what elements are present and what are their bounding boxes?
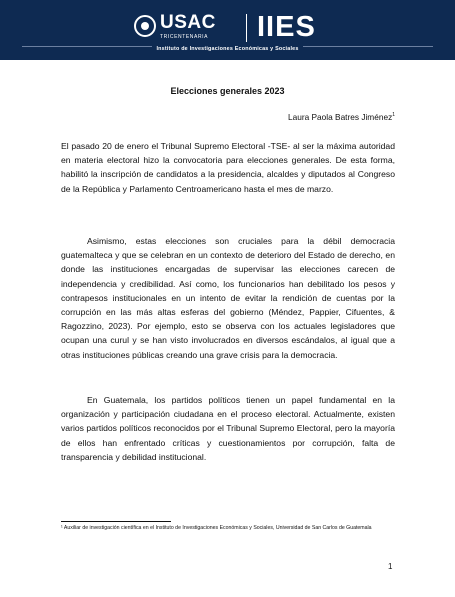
footnote-separator	[61, 521, 171, 522]
paragraph-3: En Guatemala, los partidos políticos tienen un papel fundamental en la organización y participación ciudadana en el proceso electoral. Actualmente, existen varios partidos políticos reconocidos por el Tribunal Supremo Electoral, pero la mayoría de ellos han enfrentado críticas y cuestionamientos por corrupción, falta de transparencia y debilidad institucional.	[61, 395, 395, 462]
logo-divider	[246, 14, 247, 42]
usac-logo	[134, 13, 244, 45]
institute-name	[0, 46, 455, 52]
usac-logo-text: USAC	[160, 12, 216, 33]
footnote: ¹ Auxiliar de investigación científica en el Instituto de Investigaciones Económicas y Sociales, Universidad de San Carlos de Guatemala	[61, 525, 372, 531]
usac-seal-icon	[134, 15, 156, 37]
author-name: Laura Paola Batres Jiménez	[287, 112, 393, 122]
usac-logo-subtext: TRICENTENARIA	[160, 34, 209, 40]
institute-name-text: Instituto de Investigaciones Económicas y Sociales	[152, 46, 302, 52]
paragraph-1: El pasado 20 de enero el Tribunal Supremo Electoral -TSE- al ser la máxima autoridad en materia electoral hizo la convocatoria para elecciones generales. De esta forma, habilitó la inscripción de candidatos a la presidencia, alcaldes y diputados al Congreso de la República y Parlamento Centroamericano hasta el mes de marzo.	[61, 141, 395, 194]
author-footnote-marker: 1	[392, 112, 395, 119]
paragraph-2: Asimismo, estas elecciones son cruciales para la débil democracia guatemalteca y que se celebran en un contexto de deterioro del Estado de derecho, en donde las instituciones encargadas de supervisar las elecciones carecen de independencia y credibilidad. Así como, los funcionarios han debilitado los pesos y contrapesos institucionales en un intento de evitar la rendición de cuentas por la corrupción en las más altas esferas del gobierno (Méndez, Pappier, Cifuentes, & Ragozzino, 2023). Por ejemplo, esto se observa con los actuales legisladores que ocupan una curul y se han visto involucrados en diversos escándalos, al igual que a otras instituciones públicas creando una grave crisis para la democracia.	[61, 236, 395, 360]
page-number: 1	[388, 562, 393, 571]
author-line	[288, 112, 395, 122]
document-title: Elecciones generales 2023	[170, 86, 285, 96]
iies-logo: IIES	[257, 11, 316, 43]
header-banner	[0, 0, 455, 60]
